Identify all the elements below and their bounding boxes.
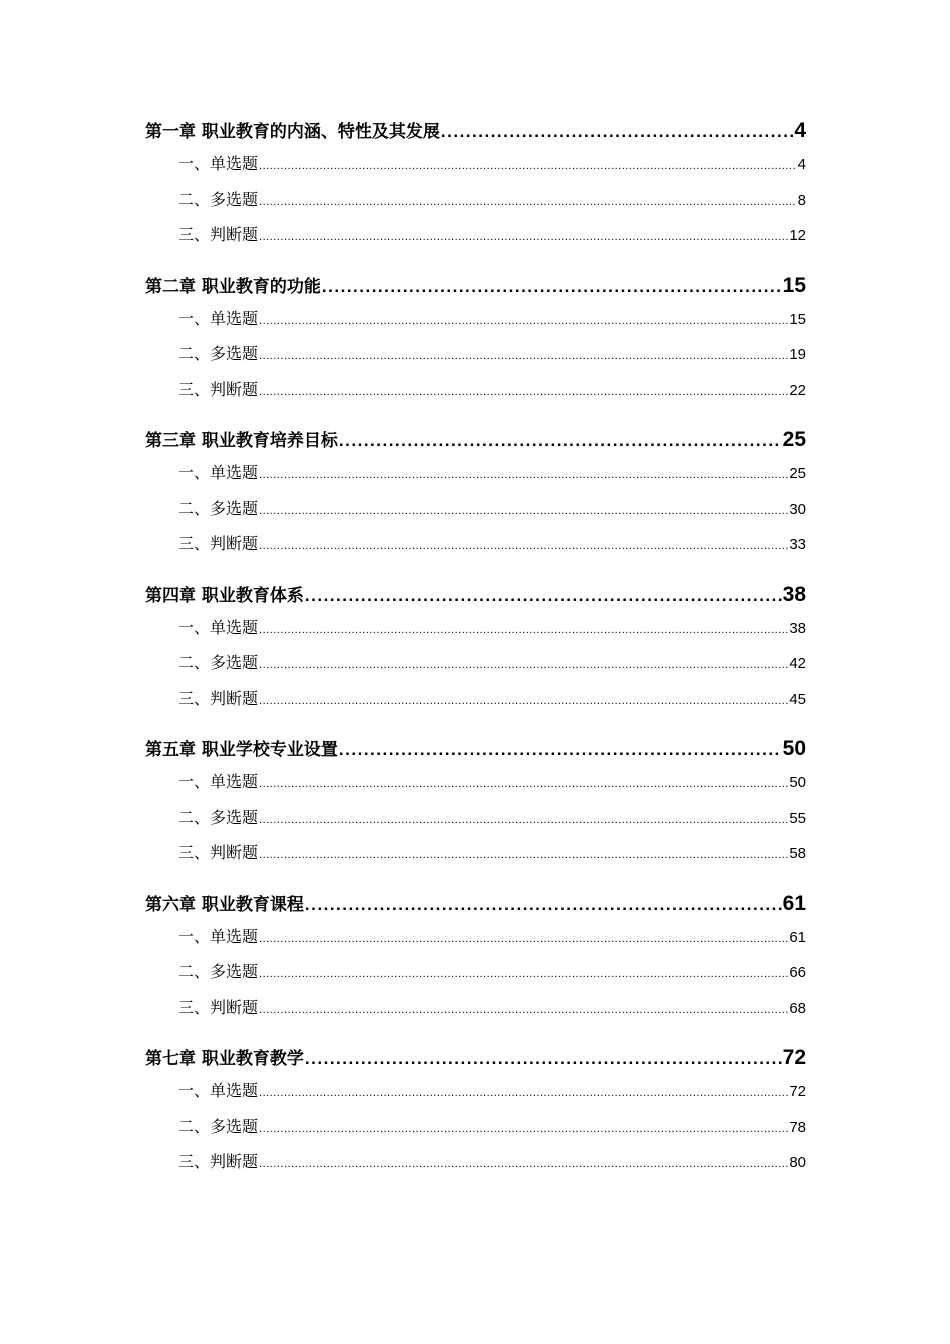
- toc-chapter-entry[interactable]: [145, 581, 806, 615]
- section-page-number: 25: [789, 465, 806, 482]
- toc-chapter-entry[interactable]: [145, 426, 806, 460]
- section-page-number: 58: [789, 845, 806, 862]
- toc-section-entry[interactable]: [145, 650, 806, 686]
- section-page-number: 4: [797, 156, 806, 173]
- section-page-number: 19: [789, 346, 806, 363]
- section-title: 一、单选题: [178, 1081, 259, 1100]
- section-title: 二、多选题: [178, 807, 259, 827]
- toc-chapter: [145, 735, 806, 876]
- toc-chapter-entry[interactable]: [145, 272, 806, 306]
- chapter-page-number: 4: [794, 119, 806, 142]
- section-title: 三、判断题: [178, 843, 259, 862]
- section-page-number: 66: [789, 964, 806, 981]
- dot-leader: [259, 231, 788, 243]
- section-title: 一、单选题: [178, 772, 259, 791]
- dot-leader: [339, 740, 782, 760]
- toc-section-entry[interactable]: [145, 686, 806, 722]
- dot-leader: [441, 122, 793, 142]
- toc-section-entry[interactable]: [145, 995, 806, 1031]
- dot-leader: [259, 968, 788, 980]
- dot-leader: [305, 895, 782, 915]
- section-title: 一、单选题: [178, 617, 259, 637]
- section-title: 一、单选题: [178, 463, 259, 482]
- toc-chapter: [145, 581, 806, 722]
- section-page-number: 8: [797, 191, 806, 209]
- section-page-number: 68: [789, 999, 806, 1017]
- toc-chapter-entry[interactable]: [145, 735, 806, 769]
- toc-chapter-entry[interactable]: [145, 1044, 806, 1078]
- dot-leader: [259, 315, 788, 327]
- chapter-title: 第三章 职业教育培养目标: [145, 431, 338, 451]
- toc-chapter: [145, 426, 806, 567]
- section-title: 三、判断题: [178, 225, 259, 244]
- toc-chapter: [145, 1044, 806, 1185]
- toc-chapter: [145, 890, 806, 1031]
- toc-section-entry[interactable]: [145, 1149, 806, 1185]
- section-title: 三、判断题: [178, 379, 259, 399]
- dot-leader: [259, 849, 788, 861]
- section-page-number: 61: [789, 928, 806, 946]
- toc-section-entry[interactable]: [145, 341, 806, 377]
- dot-leader: [259, 1087, 788, 1099]
- chapter-title: 第六章 职业教育课程: [145, 894, 304, 915]
- dot-leader: [259, 160, 797, 172]
- toc-section-entry[interactable]: [145, 187, 806, 223]
- section-title: 二、多选题: [178, 1116, 259, 1136]
- section-title: 二、多选题: [178, 653, 259, 672]
- dot-leader: [339, 431, 782, 451]
- section-page-number: 50: [789, 774, 806, 791]
- chapter-title: 第五章 职业学校专业设置: [145, 740, 338, 760]
- chapter-title: 第七章 职业教育教学: [145, 1049, 304, 1069]
- dot-leader: [259, 350, 788, 362]
- chapter-title: 第一章 职业教育的内涵、特性及其发展: [145, 122, 440, 142]
- section-page-number: 15: [789, 310, 806, 328]
- toc-section-entry[interactable]: [145, 959, 806, 995]
- toc-section-entry[interactable]: [145, 306, 806, 342]
- toc-chapter-entry[interactable]: [145, 117, 806, 151]
- section-page-number: 22: [789, 381, 806, 399]
- toc-chapter-entry[interactable]: [145, 890, 806, 924]
- toc-chapter: [145, 117, 806, 258]
- section-title: 二、多选题: [178, 962, 259, 981]
- dot-leader: [259, 695, 788, 707]
- toc-section-entry[interactable]: [145, 531, 806, 567]
- dot-leader: [259, 778, 788, 790]
- section-title: 一、单选题: [178, 154, 259, 173]
- section-title: 二、多选题: [178, 344, 259, 363]
- toc-chapter: [145, 272, 806, 413]
- section-page-number: 30: [789, 500, 806, 518]
- toc-section-entry[interactable]: [145, 924, 806, 960]
- section-title: 一、单选题: [178, 308, 259, 328]
- section-title: 二、多选题: [178, 498, 259, 518]
- chapter-page-number: 38: [782, 582, 806, 606]
- dot-leader: [259, 1004, 788, 1016]
- dot-leader: [259, 1158, 788, 1170]
- dot-leader: [305, 586, 782, 606]
- section-page-number: 38: [789, 619, 806, 637]
- toc-section-entry[interactable]: [145, 151, 806, 187]
- section-page-number: 45: [789, 690, 806, 708]
- dot-leader: [259, 386, 788, 398]
- toc-section-entry[interactable]: [145, 377, 806, 413]
- dot-leader: [259, 469, 788, 481]
- section-title: 二、多选题: [178, 189, 259, 209]
- dot-leader: [259, 196, 797, 208]
- section-page-number: 80: [789, 1154, 806, 1171]
- dot-leader: [259, 659, 788, 671]
- dot-leader: [259, 814, 788, 826]
- section-title: 三、判断题: [178, 1152, 259, 1171]
- section-title: 一、单选题: [178, 926, 259, 946]
- toc-section-entry[interactable]: [145, 615, 806, 651]
- chapter-page-number: 50: [782, 737, 806, 760]
- chapter-title: 第二章 职业教育的功能: [145, 276, 321, 297]
- table-of-contents: [145, 117, 806, 1199]
- chapter-page-number: 61: [782, 891, 806, 915]
- toc-section-entry[interactable]: [145, 840, 806, 876]
- dot-leader: [259, 624, 788, 636]
- section-title: 三、判断题: [178, 534, 259, 553]
- dot-leader: [259, 540, 788, 552]
- toc-section-entry[interactable]: [145, 496, 806, 532]
- toc-section-entry[interactable]: [145, 222, 806, 258]
- toc-section-entry[interactable]: [145, 460, 806, 496]
- chapter-page-number: 15: [782, 273, 806, 297]
- chapter-page-number: 25: [782, 428, 806, 451]
- dot-leader: [259, 505, 788, 517]
- section-page-number: 78: [789, 1118, 806, 1136]
- toc-section-entry[interactable]: [145, 1114, 806, 1150]
- toc-section-entry[interactable]: [145, 805, 806, 841]
- dot-leader: [259, 1123, 788, 1135]
- section-title: 三、判断题: [178, 688, 259, 708]
- section-page-number: 33: [789, 536, 806, 553]
- dot-leader: [259, 933, 788, 945]
- toc-section-entry[interactable]: [145, 769, 806, 805]
- section-page-number: 12: [789, 227, 806, 244]
- section-title: 三、判断题: [178, 997, 259, 1017]
- section-page-number: 42: [789, 655, 806, 672]
- chapter-page-number: 72: [782, 1046, 806, 1069]
- section-page-number: 72: [789, 1083, 806, 1100]
- dot-leader: [322, 277, 782, 297]
- dot-leader: [305, 1049, 782, 1069]
- chapter-title: 第四章 职业教育体系: [145, 585, 304, 606]
- section-page-number: 55: [789, 809, 806, 827]
- toc-section-entry[interactable]: [145, 1078, 806, 1114]
